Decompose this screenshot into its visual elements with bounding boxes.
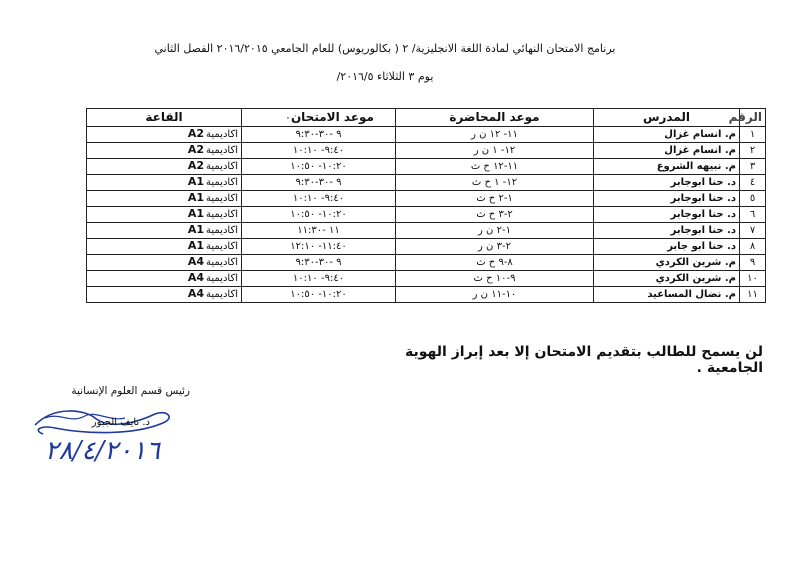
- table-row: [87, 287, 766, 303]
- room-code: A2: [187, 127, 205, 140]
- room-label: اكاديمية: [206, 241, 238, 252]
- exam-header-mark: ٠: [285, 111, 291, 124]
- exam-schedule-title: برنامج الامتحان النهائي لمادة اللغة الانجليزية/ ٢ ( بكالوريوس) للعام الجامعي ٢٠١٦/٢٠١٥ الفصل الثاني: [154, 42, 616, 55]
- exam-header-label: موعد الامتحان: [290, 110, 374, 124]
- room-label: اكاديمية: [206, 177, 238, 188]
- row-number: ٦: [740, 207, 766, 223]
- room-code: A4: [187, 287, 205, 300]
- teacher-cell: م. شرين الكردي: [594, 271, 740, 287]
- room-cell: [87, 239, 242, 255]
- room-cell: [87, 287, 242, 303]
- room-code: A1: [187, 239, 205, 252]
- table-row: [87, 223, 766, 239]
- id-requirement-notice: لن يسمح للطالب بتقديم الامتحان إلا بعد إبراز الهوية الجامعية .: [405, 344, 763, 376]
- exam-time-cell: ١١ -١١:٣٠: [242, 223, 396, 239]
- table-header-row: [87, 109, 766, 127]
- room-code: A1: [187, 175, 205, 188]
- row-number: ١: [740, 127, 766, 143]
- room-cell: [87, 143, 242, 159]
- row-number: ٢: [740, 143, 766, 159]
- room-label: اكاديمية: [206, 193, 238, 204]
- handwritten-date: ٢٨/٤/٢٠١٦: [44, 436, 160, 466]
- exam-time-cell: ٩:٤٠- ١٠:١٠: [242, 271, 396, 287]
- room-label: اكاديمية: [206, 289, 238, 300]
- room-cell: [87, 159, 242, 175]
- teacher-cell: م. نبيهه الشروع: [594, 159, 740, 175]
- column-header-room: القاعة: [87, 109, 242, 127]
- table-row: [87, 271, 766, 287]
- room-code: A4: [187, 271, 205, 284]
- room-label: اكاديمية: [206, 145, 238, 156]
- room-cell: [87, 175, 242, 191]
- column-header-lecture-time: موعد المحاضرة: [396, 109, 594, 127]
- teacher-cell: د. حنا ابوجابر: [594, 191, 740, 207]
- teacher-cell: د. حنا ابو جابر: [594, 239, 740, 255]
- room-label: اكاديمية: [206, 257, 238, 268]
- row-number: ٣: [740, 159, 766, 175]
- lecture-time-cell: ١٠-١١ ن ر: [396, 287, 594, 303]
- teacher-cell: م. شرين الكردي: [594, 255, 740, 271]
- row-number: ٧: [740, 223, 766, 239]
- column-header-teacher: المدرس: [594, 109, 740, 127]
- row-number: ٤: [740, 175, 766, 191]
- room-code: A2: [187, 159, 205, 172]
- table-row: [87, 207, 766, 223]
- table-row: [87, 191, 766, 207]
- lecture-time-cell: ٩-١٠ ح ث: [396, 271, 594, 287]
- lecture-time-cell: ٨-٩ ح ث: [396, 255, 594, 271]
- exam-time-cell: ١٠:٢٠- ١٠:٥٠: [242, 207, 396, 223]
- room-label: اكاديمية: [206, 209, 238, 220]
- teacher-cell: د. حنا ابوجابر: [594, 223, 740, 239]
- lecture-time-cell: ٢-٣ ح ث: [396, 207, 594, 223]
- room-code: A1: [187, 223, 205, 236]
- column-header-exam-time: [242, 109, 396, 127]
- exam-time-cell: ١٠:٢٠- ١٠:٥٠: [242, 159, 396, 175]
- room-code: A1: [187, 191, 205, 204]
- exam-time-cell: ٩ -٣٠-٩:٣٠: [242, 175, 396, 191]
- table-row: [87, 175, 766, 191]
- teacher-cell: م. انسام غزال: [594, 143, 740, 159]
- room-code: A2: [187, 143, 205, 156]
- signatory-title: رئيس قسم العلوم الإنسانية: [71, 385, 190, 397]
- row-number: ٥: [740, 191, 766, 207]
- table-row: [87, 143, 766, 159]
- exam-time-cell: ٩ -٣٠-٩:٣٠: [242, 127, 396, 143]
- room-label: اكاديمية: [206, 225, 238, 236]
- teacher-cell: د. حنا ابوجابر: [594, 207, 740, 223]
- row-number: ١٠: [740, 271, 766, 287]
- lecture-time-cell: ٢-٣ ن ر: [396, 239, 594, 255]
- signatory-name: د. نايف الجبور: [91, 417, 150, 428]
- exam-time-cell: ٩:٤٠- ١٠:١٠: [242, 143, 396, 159]
- exam-time-cell: ٩ -٣٠-٩:٣٠: [242, 255, 396, 271]
- room-cell: [87, 255, 242, 271]
- exam-schedule-table: [86, 108, 766, 303]
- room-cell: [87, 191, 242, 207]
- teacher-cell: د. حنا ابوجابر: [594, 175, 740, 191]
- room-cell: [87, 223, 242, 239]
- room-cell: [87, 271, 242, 287]
- teacher-cell: م. انسام غزال: [594, 127, 740, 143]
- row-number: ٩: [740, 255, 766, 271]
- teacher-cell: م. نضال المساعيد: [594, 287, 740, 303]
- table-row: [87, 255, 766, 271]
- lecture-time-cell: ١١-١٢ ح ث: [396, 159, 594, 175]
- room-code: A1: [187, 207, 205, 220]
- room-label: اكاديمية: [206, 161, 238, 172]
- row-number: ٨: [740, 239, 766, 255]
- row-number: ١١: [740, 287, 766, 303]
- table-row: [87, 239, 766, 255]
- table-row: [87, 159, 766, 175]
- lecture-time-cell: ١-٢ ن ر: [396, 223, 594, 239]
- exam-day: يوم ٣ الثلاثاء ٢٠١٦/٥/: [336, 70, 434, 83]
- room-cell: [87, 207, 242, 223]
- room-label: اكاديمية: [206, 273, 238, 284]
- lecture-time-cell: ١١- ١٢ ن ر: [396, 127, 594, 143]
- room-cell: [87, 127, 242, 143]
- lecture-time-cell: ١-٢ ح ث: [396, 191, 594, 207]
- table-row: [87, 127, 766, 143]
- column-header-number: الرقم: [740, 109, 766, 127]
- room-code: A4: [187, 255, 205, 268]
- exam-time-cell: ٩:٤٠- ١٠:١٠: [242, 191, 396, 207]
- lecture-time-cell: ١٢- ١ ن ر: [396, 143, 594, 159]
- room-label: اكاديمية: [206, 129, 238, 140]
- exam-time-cell: ١٠:٢٠- ١٠:٥٠: [242, 287, 396, 303]
- exam-time-cell: ١١:٤٠- ١٢:١٠: [242, 239, 396, 255]
- lecture-time-cell: ١٢- ١ ح ث: [396, 175, 594, 191]
